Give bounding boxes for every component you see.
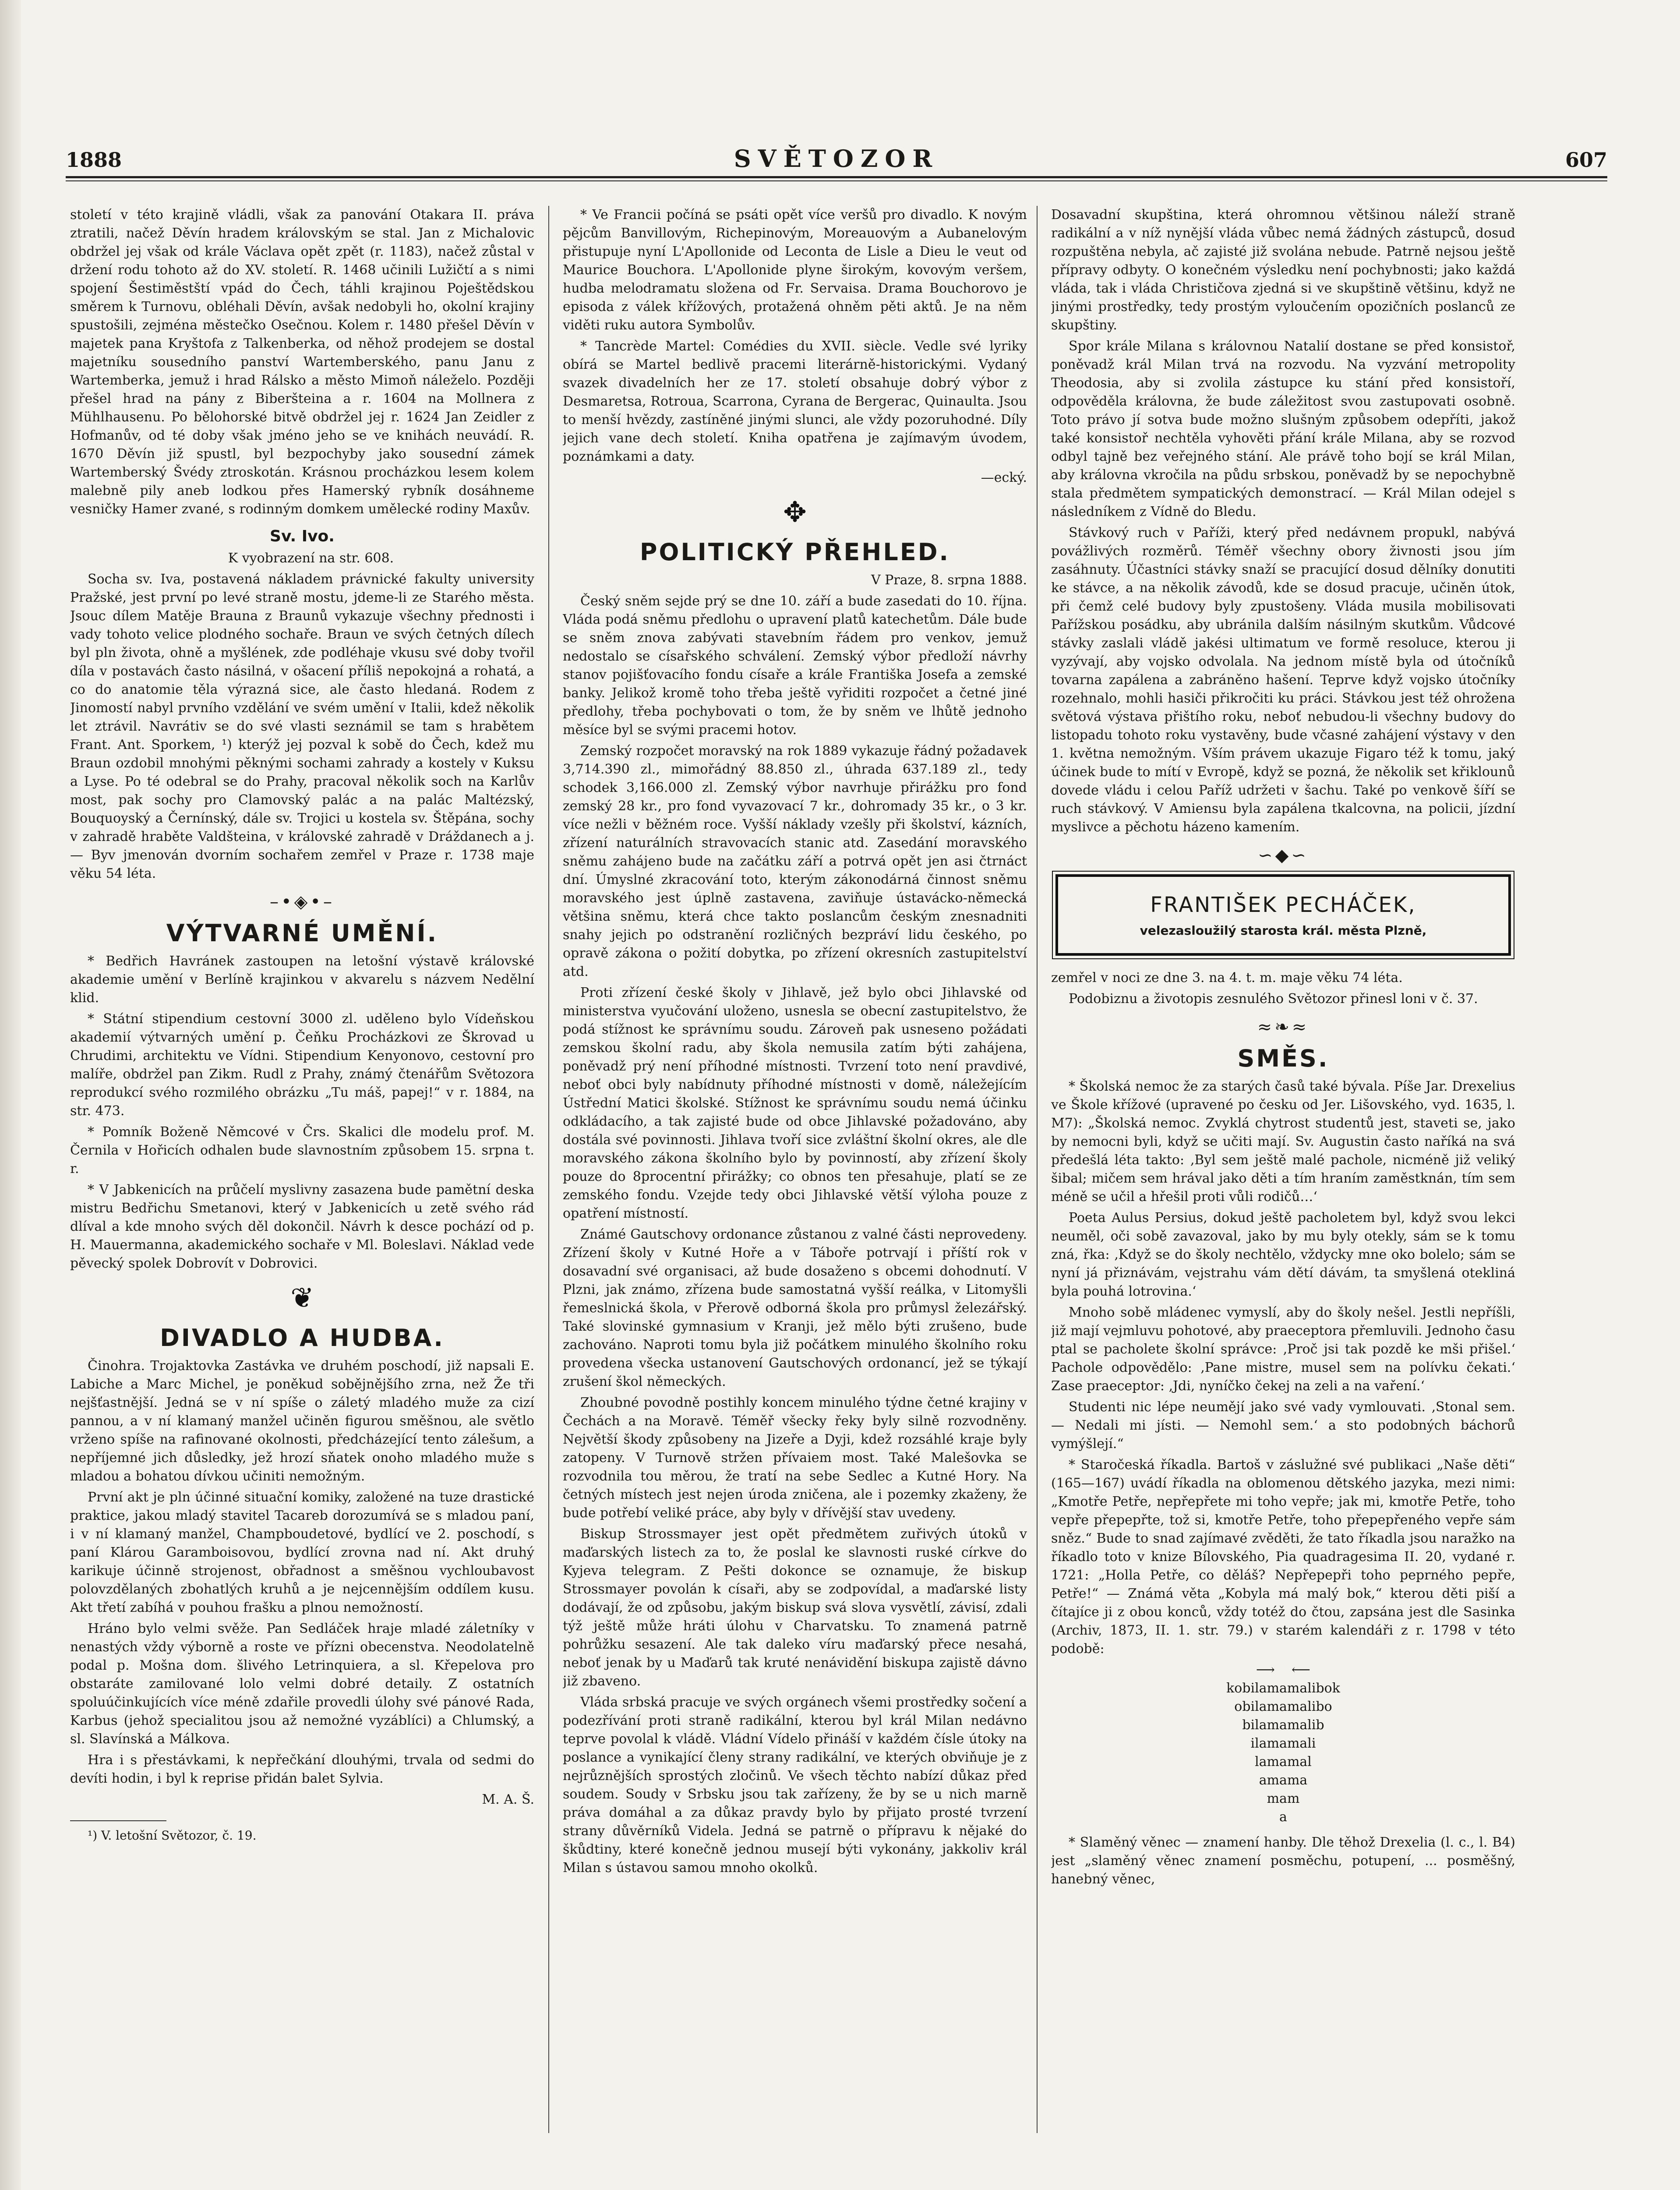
politics-paragraph: Zhoubné povodně postihly koncem minulého týdne četné krajiny v Čechách a na Moravě. Téměř všecky řeky byly silně rozvodněny. Největší škody způsobeny na Jizeře a Dyji, kdež rozsáhlé kraje byly zatopeny. V Turnově stržen přívaiem most. Také Malešovka se rozvodnila tou měrou, že tratí na sebe Sedlec a Kutné Hory. Na četných místech jest nejen úroda zničena, ale i pozemky zkaženy, že bude potřebí veliké práce, aby byly v dřívější stav uvedeny. — [563, 1395, 1027, 1521]
divadlo-paragraph: Hra i s přestávkami, k nepřečkání dlouhými, trvala od sedmi do devíti hodin, i byl k reprise přidán balet Sylvia. — [70, 1752, 534, 1786]
header-rule-thin — [66, 180, 1607, 181]
vytvarne-paragraph: * Státní stipendium cestovní 3000 zl. uděleno bylo Vídeňskou akademií výtvarných umění p. Čeňku Procházkovi ze Škrovad u Chrudimi, architektu ve Vídni. Stipendium Kenyonovo, cestovní pro malíře, obdržel pan Zikm. Rudl z Prahy, známý čtenářům Světozora reprodukcí svého rozmilého obrázku „Tu máš, papej!“ v r. 1884, na str. 473. — [70, 1011, 534, 1119]
vytvarne-paragraph: * V Jabkenicích na průčelí myslivny zasazena bude pamětní deska mistru Bedřichu Smetanovi, který v Jabkenicích u zetě svého rád dlíval a kde mnoho svých děl dokončil. Návrh k desce pochází od p. H. Mauermanna, akademického sochaře v Ml. Boleslavi. Náklad vede pěvecký spolek Dobrovít v Dobrovici. — [70, 1182, 534, 1271]
smes-paragraph: Poeta Aulus Persius, dokud ještě pacholetem byl, když svou lekci neuměl, oči sobě zavazoval, jako by mu byly otekly, sám se k tomu zná, řka: ‚Když se do školy nechtělo, vždycky mne oko bolelo; sám se nyní já přiznávám, vejstrahu vám dětí dávám, ta smyšlená otekliná byla pouhá lotrovina.‘ — [1051, 1210, 1515, 1299]
intro-paragraph: století v této krajině vládli, však za panování Otakara II. práva ztratili, načež Děvín hradem královským se stal. Jan z Michalovic obdržel jej však od krále Václava opět zpět (r. 1183), načež zůstal v držení rodu tohoto až do XV. století. R. 1468 učinili Lužičtí a s nimi spojení Šestiměstští vpád do Čech, táhli krajinou Poještědskou směrem k Turnovu, obléhali Děvín, avšak nedobyli ho, okolní krajiny spustošili, zejména městečko Osečnou. Kolem r. 1480 přešel Děvín v majetek pana Kryštofa z Talkenberka, od něhož prodejem se dostal majetníku sousedního panství Wartemberského, panu Janu z Wartemberka, jemuž i hrad Rálsko a město Mimoň náleželo. Později přešel hrad na pány z Biberšteina a r. 1604 na Mollnera z Mühlhausenu. Po bělohorské bitvě obdržel jej r. 1624 Jan Zeidler z Hofmanův, od té doby však jméno jeho se ve knihách neuvádí. R. 1670 Děvín již spustl, byl bezpochyby jako sousední zámek Wartemberský Švédy ztroskotán. Krásnou procházkou lesem kolem malebně pily aneb lodkou přes Hamerský rybník dosáhneme vesničky Hamer zvané, s rodinným domkem umělecké rodiny Maxův. — [70, 207, 534, 517]
triangle-line: kobilamamalibok — [1226, 1681, 1340, 1696]
footnote: ¹) V. letošní Světozor, č. 19. — [88, 1828, 257, 1843]
politics-continued-paragraph: Stávkový ruch v Paříži, který před nedávnem propukl, nabývá povážlivých rozměrů. Téměř všechny obory živnosti jsou jím zasáhnuty. Účastníci stávky snaží se pracující dosud dělníky donutiti ke stávce, a na několik závodů, kde se dosud pracuje, učiněn útok, při čemž celé budovy byly zpustošeny. Vláda musila mobilisovati Pařížskou posádku, aby ubránila dalším násilným skutkům. Vůdcové stávky zaslali vládě jakési ultimatum ve formě resoluce, kterou ji vyzývají, aby vojsko odvolala. Na jednom místě byla od útočníků tovarna zapálena a zabráněno hašení. Teprve když vojsko útočníky rozehnalo, mohli hasiči přikročiti ku práci. Stávkou jest též ohrožena světová výstava přištího roku, neboť nebudou-li všechny budovy do listopadu tohoto roku vystavěny, bude včasné zahájení výstavy v den 1. května nemožným. Vším právem ukazuje Figaro též k tomu, jaký účinek bude to mítí v Evropě, když se pozná, že několik set křiklounů dovede vládu i celou Paříž udržeti v šachu. Také po venkově šíří se ruch stávkový. V Amiensu byla zapálena tkalcovna, na policii, jízdní myslivce a pěchotu házeno kamením. — [1051, 525, 1515, 835]
politicky-heading: POLITICKÝ PŘEHLED. — [639, 538, 950, 566]
ivo-heading: Sv. Ivo. — [270, 527, 335, 545]
dateline: V Praze, 8. srpna 1888. — [871, 572, 1027, 588]
divadlo-paragraph: Hráno bylo velmi svěže. Pan Sedláček hraje mladé záletníky v nenastých vždy výborně a roste ve přízni obecenstva. Neodolatelně podal p. Mošna dom. šlivého Letrinquiera, a sl. Křepelova pro obstaráte zamilované lolo velmi dobré detaily. Z ostatních spoluúčinkujících více méně zdařile provedli úlohy své pánové Rada, Karbus (jehož specialitou jsou až nemožné vyzáblíci) a Chlumský, a sl. Slavínská a Málkova. — [70, 1621, 534, 1747]
header-title: SVĚTOZOR — [734, 145, 939, 173]
smes-paragraph: Mnoho sobě mládenec vymyslí, aby do školy nešel. Jestli nepříšli, již mají vejmluvu pohotové, aby praeceptora přemluvili. Jednoho času ptal se pacholete školní správce: ‚Proč jsi tak pozdě ke mši přišel.‘ Pachole odpovědělo: ‚Pane mistre, musel sem na polívku čekati.‘ Zase praeceptor: ‚Jdi, nyníčko čekej na zeli a na vaření.‘ — [1051, 1305, 1515, 1394]
obituary-text: Podobiznu a životopis zesnulého Světozor přinesl loni v č. 37. — [1069, 991, 1478, 1007]
header-rule-thick — [66, 176, 1607, 178]
obituary-title: velezasloužilý starosta král. města Plzně, — [1140, 923, 1427, 938]
column-2 — [563, 206, 1027, 2142]
politics-paragraph: Biskup Strossmayer jest opět předmětem zuřivých útoků v maďarských listech za to, že poslal ke slavnosti ruské církve do Kyjeva telegram. Z Pešti dokonce se oznamuje, že biskup Strossmayer povolán k císaři, aby se zodpovídal, a maďarské listy dodávají, že od způsobu, jakým biskup svá slova vysvětlí, závisí, zdali týž ještě může hráti úlohu v Charvatsku. To znamená patrně pohrůžku sesazení. Ale tak daleko víru maďarský přece nesahá, neboť jenak by u Maďarů tak kruté nenávidění biskupa zajistě dávno již zbaveno. — [563, 1526, 1027, 1689]
grape-ornament-icon: ❦ — [290, 1282, 314, 1314]
divadlo-heading: DIVADLO A HUDBA. — [160, 1324, 445, 1352]
smes-heading: SMĚS. — [1237, 1045, 1329, 1072]
vytvarne-paragraph: * Pomník Boženě Němcové v Črs. Skalici dle modelu prof. M. Černila v Hořicích odhalen bude slavnostním způsobem 15. srpna t. r. — [70, 1124, 534, 1176]
politics-paragraph: Proti zřízení české školy v Jihlavě, jež bylo obci Jihlavské od ministerstva vyučování uloženo, usnesla se obecní zastupitelstvo, že podá stížnost ke správnímu soudu. Zároveň pak usneseno požádati zemskou školní radu, aby škola nemusila zatím býti zahájena, poněvadž prý není příhodné místnosti. Tvrzení toto není pravdivé, neboť obci byly nabídnuty příhodné místnosti v domě, náležejícím Ústřední Matici školské. Stížnost ke správnímu soudu nemá účinku odkládacího, a tak zajisté bude od obce Jihlavské požadováno, aby dostála své povinnosti. Jihlava tvoří sice zvláštní školní okres, ale dle moravského zákona školního bylo by povinností, aby zřízení školy pouze do 8procentní přirážky; co obnos ten přesahuje, platí se ze zemského fondu. Vzejde tedy obci Jihlavské větší výloha pouze z opatření místností. — [563, 985, 1027, 1221]
triangle-line: lamamal — [1255, 1754, 1312, 1770]
literary-signature: —ecký. — [981, 470, 1027, 485]
obituary-box — [1055, 874, 1511, 956]
triangle-line: mam — [1267, 1791, 1300, 1806]
small-ornament-icon: ∽◆∽ — [1258, 845, 1309, 865]
footnote-rule — [70, 1820, 166, 1821]
header-year: 1888 — [66, 148, 122, 172]
smes-paragraph: * Školská nemoc že za starých časů také bývala. Píše Jar. Drexelius ve Škole křížové (upravené po česku od Jer. Lišovského, vyd. 1635, l. M7): „Školská nemoc. Zvyklá chytrost studentů jest, staveti se, jako by nemocni byli, když se učiti mají. Sv. Augustin často naříká na svá předešlá léta takto: ‚Byl sem ještě malé pachole, nicméně již veliký šibal; mičem sem hrával jako děti a tím hraním zaměstknán, tím sem méně se učil a hřešil proti vůli rodičů…‘ — [1051, 1079, 1515, 1204]
smes-paragraph: * Slaměný věnec — znamení hanby. Dle těhož Drexelia (l. c., l. B4) jest „slaměný věnec znamení posměchu, potupení, ... posměšný, hanebný věnec, — [1051, 1835, 1515, 1887]
literary-paragraph: * Ve Francii počíná se psáti opět více veršů pro divadlo. K novým pějcům Banvillovým, Richepinovým, Moreauovým a Aubanelovým přistupuje nyní L'Apollonide od Leconta de Lisle a Dieu le veut od Maurice Bouchora. L'Apollonide plyne širokým, kovovým veršem, hudba melodramatu složena od Fr. Servaisa. Drama Bouchorovo je episoda z válek křížových, protažená ohněm pěti aktů. Je na něm viděti ruku autora Symbolův. — [563, 207, 1027, 333]
scan-edge — [0, 0, 21, 2190]
header-page-number: 607 — [1565, 148, 1607, 172]
ivo-subheading: K vyobrazení na str. 608. — [228, 551, 394, 566]
vytvarne-heading: VÝTVARNÉ UMĚNÍ. — [166, 919, 438, 947]
vytvarne-paragraph: * Bedřich Havránek zastoupen na letošní výstavě královské akademie umění v Berlíně krajinkou v akvarelu s názvem Nedělní klid. — [70, 954, 534, 1006]
triangle-line: a — [1279, 1809, 1287, 1825]
triangle-line: obilamamalibo — [1234, 1699, 1332, 1714]
literary-paragraph: * Tancrède Martel: Comédies du XVII. siècle. Vedle své lyriky obírá se Martel bedlivě pracemi literárně-historickými. Vydaný svazek divadelních her ze 17. století obsahuje dobrý výbor z Desmaretsa, Rotroua, Scarrona, Cyrana de Bergerac, Quinaulta. Jsou to menší hvězdy, zastíněné jinými slunci, ale vždy pozoruhodné. Díly jejich vane dech století. Kniha opatřena je zajímavým úvodem, poznámkami a daty. — [563, 339, 1027, 464]
fleuron-ornament-icon: ✥ — [783, 496, 807, 529]
divider-ornament: –•◈•– — [270, 892, 335, 912]
politics-paragraph: Český sněm sejde prý se dne 10. září a bude zasedati do 10. října. Vláda podá sněmu předlohu o upravení platů katechetům. Dále bude se sněm znova zabývati stavebním řádem pro venkov, jemuž nedostalo se císařského schválení. Zemský výbor předloží návrhy stanov pojišťovacího fondu císaře a krále Františka Josefa a zemské banky. Jelikož kromě toho třeba ještě vyřiditi rozpočet a četné jiné předlohy, třeba pochybovati o tom, že by sněm ve lhůtě jednoho měsíce byl se svými pracemi hotov. — [563, 593, 1027, 738]
smes-paragraph: * Staročeská říkadla. Bartoš v záslužné své publikaci „Naše děti“ (165—167) uvádí říkadla na oblomenou dětského jazyka, mezi nimi: „Kmotře Petře, nepřepřete mi toho vepře; jak mi, kmotře Petře, toho vepře přepepřte, tož si, kmotře Petře, toho přepepřeného vepře sám sněz.“ Bude to snad zajímavé zvěděti, že tato říkadla jsou naražko na říkadlo toto v knize Bílovského, Pia quadragesima II. 20, vydané r. 1721: „Holla Petře, co děláš? Nepřepepři toho peprného pepře, Petře!“ — Známá věta „Kobyla má malý bok,“ kterou děti piší a čítajíce ji z obou konců, vždy totéž do čtou, zapsána jest dle Sasinka (Archiv, 1873, II. 1. str. 79.) v starém kalendáři z r. 1798 v této podobě: — [1051, 1457, 1515, 1657]
palindrome-triangle — [1051, 1661, 1515, 1826]
politics-paragraph: Vláda srbská pracuje ve svých orgánech všemi prostředky sočení a podezřívání proti straně radikální, kterou byl král Milan nedávno teprve povolal k vládě. Vládní Vídelo přináší v každém čísle útoky na poslance a vynikající členy strany radikální, ve kterých obviňuje je z nejrůznějších sprostých zločinů. Ve všech těchto nabízí důkaz před soudem. Soudy v Srbsku jsou tak zařízeny, že by se u nich marně práva domáhal a za důkaz pravdy bylo by přijato prosté tvrzení strany důvěrníků Videla. Jedná se patrně o přípravu k nějaké do škůdtiny, které konečně jednou musejí býti vykonány, jakkoliv král Milan s ústavou samou mnoho okolků. — [563, 1695, 1027, 1876]
triangle-line: amama — [1259, 1773, 1308, 1788]
obituary-name: FRANTIŠEK PECHÁČEK, — [1150, 893, 1416, 917]
politics-paragraph: Zemský rozpočet moravský na rok 1889 vykazuje řádný požadavek 3,714.390 zl., mimořádný 88.850 zl., úhrada 637.189 zl., tedy schodek 3,166.000 zl. Zemský výbor navrhuje přirážku pro fond zemský 28 kr., pro fond vyvazovací 7 kr., dohromady 35 kr., o 3 kr. více nežli v běžném roce. Vyšší náklady vzešly při školství, kázních, zřízení naturálních stravovacích stanic atd. Zasedání moravského sněmu zahájeno bude na začátku září a potrvá opět jen asi čtrnáct dní. Úmyslné zkracování toto, kterým zákonodárná činnost sněmu moravského jest úplně zastavena, zaviňuje ústavácko-německá většina sněmu, která chce takto poslancům českým znesnadniti snahy jejich po odstranění rozličných bezpráví lidu českého, po opravě zákona o požití dobytka, po zřízení okresních zastupitelství atd. — [563, 743, 1027, 979]
smes-paragraph: Studenti nic lépe neumějí jako své vady vymlouvati. ‚Stonal sem. — Nedali mi jísti. — Nemohl sem.‘ a sto podobných báchorů vymýšlejí.“ — [1051, 1399, 1515, 1452]
politics-continued-paragraph: Spor krále Milana s královnou Natalií dostane se před konsistoř, poněvadž král Milan trvá na rozvodu. Na vyzvání metropolity Theodosia, aby si zvolila zástupce ku stání před konsistoří, odpověděla královna, že bude záležitost svou zastupovati osobně. Toto právo jí sotva bude možno slušným způsobem odepříti, jakož také konsistoř nechtěla vyhověti přání krále Milana, aby se rozvod odbyl tajně bez veřejného stání. Ale právě toho bojí se král Milan, aby královna vkročila na půdu srbskou, poněvadž by se nepochybně stala předmětem sympatických demonstrací. — Král Milan odejel s následníkem z Vídně do Bledu. — [1051, 339, 1515, 519]
divadlo-signature: M. A. Š. — [482, 1792, 534, 1807]
politics-paragraph: Známé Gautschovy ordonance zůstanou z valné části neprovedeny. Zřízení školy v Kutné Hoře a v Táboře potrvají i příští rok v dosavadní své organisaci, až bude dosaženo s obcemi dohodnutí. V Plzni, jak známo, zřízena bude samostatná vyšší reálka, v Litomyšli řemeslnická škola, v Přerově odborná škola pro průmysl železářský. Také slovinské gymnasium v Kranji, jež mělo býti zrušeno, bude zachováno. Naproti tomu byla již počátkem minulého školního roku provedena všecka ustanovení Gautschových ordonancí, jež se týkají zrušení škol německých. — [563, 1227, 1027, 1389]
triangle-line: ilamamali — [1250, 1736, 1316, 1751]
column-divider-1 — [548, 206, 549, 2133]
column-divider-2 — [1037, 206, 1038, 2133]
triangle-line: bilamamalib — [1242, 1717, 1324, 1733]
politics-continued-paragraph: Dosavadní skupština, která ohromnou většinou náleží straně radikální a v níž nynější vláda vůbec nemá žádných zástupců, dosud rozpuštěna nebyla, ač zajisté již svolána nebude. Patrně nejsou ještě přípravy odbyty. O konečném výsledku není pochybnosti; jako každá vláda, tak i vláda Christičova zjedná si ve skupštině většinu, když ne jinými prostředky, tedy prostým vyloučením opozičních poslanců ze skupštiny. — [1051, 207, 1515, 333]
column-3 — [1051, 206, 1515, 2142]
swirl-ornament-icon: ≈❧≈ — [1257, 1017, 1309, 1037]
obituary-text: zemřel v noci ze dne 3. na 4. t. m. maje věku 74 léta. — [1051, 970, 1403, 986]
triangle-arrows-icon: ⟶ ⟵ — [1256, 1662, 1311, 1678]
divadlo-paragraph: První akt je pln účinné situační komiky, založené na tuze drastické praktice, jakou mladý stavitel Tacareb dorozumívá se s mladou paní, i v ní klamaný manžel, Champboudetové, bydlící ve 2. poschodí, s paní Klárou Garamboisovou, bydlící zrovna nad ní. Akt druhý karikuje účinně strojenost, obřadnost a směšnou vychloubavost polovzdělaných zbohatlých kruhů a je nejcennějším oddílem kusu. Akt třetí zabíhá v pouhou frašku a plnou nemožností. — [70, 1490, 534, 1615]
divadlo-paragraph: Činohra. Trojaktovka Zastávka ve druhém poschodí, již napsali E. Labiche a Marc Michel, je poněkud sobějnějšího zrna, než Že tři nejšťastnější. Jedná se v ní spíše o záletý mladého muže za cizí pannou, a v ní klamaný manžel učiněn figurou směšnou, ale světlo vrženo spíše na rafinované okolnosti, předcházející tento zálešum, a nepříjemné jich důsledky, jež hrozí sňatek onoho mladého muže s mladou a bohatou dívkou učiniti nemožným. — [70, 1358, 534, 1484]
ivo-paragraph: Socha sv. Iva, postavená nákladem právnické fakulty university Pražské, jest první po levé straně mostu, jdeme-li ze Starého města. Jsouc dílem Matěje Brauna z Braunů vykazuje všechny přednosti i vady tohoto velice plodného sochaře. Braun ve svých četných dílech byl pln života, ohně a myšlének, zde podléhaje vkusu své doby tvořil díla v postavách často násilná, v ošacení příliš nepokojná a rohatá, a co do anatomie těla výrazná sice, ale často hledaná. Rodem z Jinomostí nabyl prvního vzdělání ve svém umění v Italii, kdež několik let ztrávil. Navrátiv se do své vlasti seznámil se tam s hrabětem Frant. Ant. Sporkem, ¹) kterýž jej pozval k sobě do Čech, kdež mu Braun ozdobil mnohými pěknými sochami zahrady a kostely v Kuksu a Lyse. Po té odebral se do Prahy, pracoval několik soch na Karlův most, pak sochy pro Clamovský palác a na palác Maltézský, Bouquoyský a Černínský, dále sv. Trojici u kostela sv. Štěpána, sochy v zahradě hraběte Valdšteina, v královské zahradě v Dráždanech a j. — Byv jmenován dvorním sochařem zemřel v Praze r. 1738 maje věku 54 léta. — [70, 572, 534, 881]
column-1 — [70, 206, 534, 2142]
